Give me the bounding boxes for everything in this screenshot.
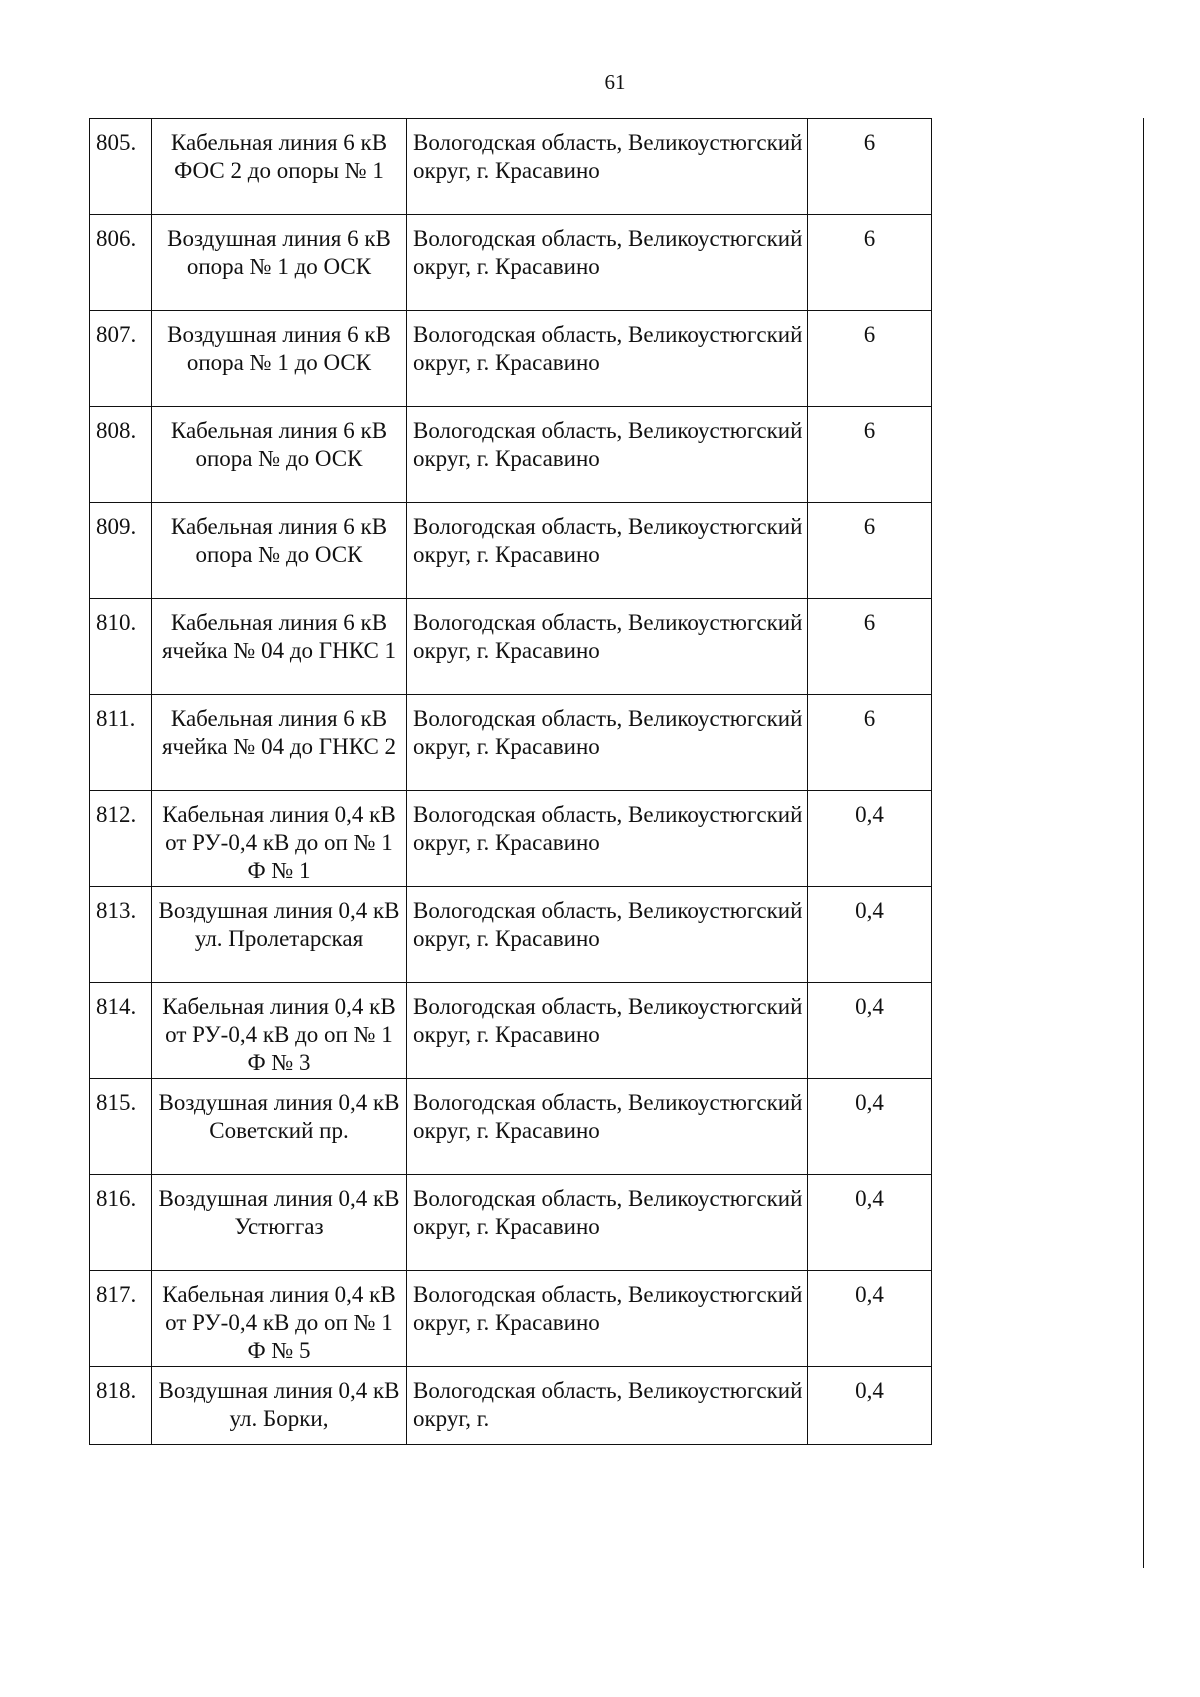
object-name-cell: Кабельная линия 6 кВ ячейка № 04 до ГНКС 2 xyxy=(152,695,407,791)
table-row xyxy=(90,1367,932,1445)
table-row xyxy=(90,695,932,791)
table-row xyxy=(90,599,932,695)
object-name-cell: Воздушная линия 6 кВ опора № 1 до ОСК xyxy=(152,215,407,311)
row-number-cell: 805. xyxy=(90,119,152,215)
voltage-cell: 0,4 xyxy=(808,1175,932,1271)
object-name-cell: Воздушная линия 0,4 кВ Советский пр. xyxy=(152,1079,407,1175)
row-number-cell: 817. xyxy=(90,1271,152,1367)
address-cell: Вологодская область, Великоустюгский округ, г. Красавино xyxy=(407,407,808,503)
registry-table-body xyxy=(90,119,932,1445)
row-number-cell: 815. xyxy=(90,1079,152,1175)
address-cell: Вологодская область, Великоустюгский округ, г. Красавино xyxy=(407,695,808,791)
voltage-cell: 0,4 xyxy=(808,1271,932,1367)
table-row xyxy=(90,215,932,311)
address-cell: Вологодская область, Великоустюгский округ, г. Красавино xyxy=(407,311,808,407)
object-name-cell: Кабельная линия 0,4 кВ от РУ-0,4 кВ до оп № 1 Ф № 1 xyxy=(152,791,407,887)
table-row xyxy=(90,311,932,407)
address-cell: Вологодская область, Великоустюгский округ, г. Красавино xyxy=(407,1175,808,1271)
row-number-cell: 814. xyxy=(90,983,152,1079)
object-name-cell: Кабельная линия 6 кВ опора № до ОСК xyxy=(152,503,407,599)
table-row xyxy=(90,1079,932,1175)
table-row xyxy=(90,1175,932,1271)
table-row xyxy=(90,983,932,1079)
table-row xyxy=(90,407,932,503)
row-number-cell: 812. xyxy=(90,791,152,887)
address-cell: Вологодская область, Великоустюгский округ, г. Красавино xyxy=(407,503,808,599)
row-number-cell: 818. xyxy=(90,1367,152,1445)
object-name-cell: Кабельная линия 6 кВ ФОС 2 до опоры № 1 xyxy=(152,119,407,215)
row-number-cell: 807. xyxy=(90,311,152,407)
address-cell: Вологодская область, Великоустюгский округ, г. Красавино xyxy=(407,1271,808,1367)
object-name-cell: Кабельная линия 6 кВ опора № до ОСК xyxy=(152,407,407,503)
row-number-cell: 808. xyxy=(90,407,152,503)
table-row xyxy=(90,1271,932,1367)
voltage-cell: 0,4 xyxy=(808,791,932,887)
right-margin-rule xyxy=(1143,118,1144,1568)
voltage-cell: 6 xyxy=(808,407,932,503)
registry-table xyxy=(89,118,932,1445)
row-number-cell: 806. xyxy=(90,215,152,311)
address-cell: Вологодская область, Великоустюгский округ, г. Красавино xyxy=(407,119,808,215)
object-name-cell: Воздушная линия 0,4 кВ ул. Пролетарская xyxy=(152,887,407,983)
voltage-cell: 6 xyxy=(808,311,932,407)
object-name-cell: Кабельная линия 0,4 кВ от РУ-0,4 кВ до оп № 1 Ф № 5 xyxy=(152,1271,407,1367)
voltage-cell: 6 xyxy=(808,119,932,215)
object-name-cell: Кабельная линия 0,4 кВ от РУ-0,4 кВ до оп № 1 Ф № 3 xyxy=(152,983,407,1079)
page-number: 61 xyxy=(604,70,626,94)
address-cell: Вологодская область, Великоустюгский округ, г. Красавино xyxy=(407,791,808,887)
object-name-cell: Кабельная линия 6 кВ ячейка № 04 до ГНКС 1 xyxy=(152,599,407,695)
voltage-cell: 0,4 xyxy=(808,1367,932,1445)
voltage-cell: 6 xyxy=(808,695,932,791)
row-number-cell: 813. xyxy=(90,887,152,983)
voltage-cell: 0,4 xyxy=(808,983,932,1079)
table-row xyxy=(90,119,932,215)
address-cell: Вологодская область, Великоустюгский округ, г. Красавино xyxy=(407,1079,808,1175)
address-cell: Вологодская область, Великоустюгский округ, г. Красавино xyxy=(407,215,808,311)
table-row xyxy=(90,887,932,983)
voltage-cell: 6 xyxy=(808,215,932,311)
voltage-cell: 0,4 xyxy=(808,1079,932,1175)
address-cell: Вологодская область, Великоустюгский округ, г. xyxy=(407,1367,808,1445)
voltage-cell: 6 xyxy=(808,599,932,695)
row-number-cell: 809. xyxy=(90,503,152,599)
voltage-cell: 0,4 xyxy=(808,887,932,983)
address-cell: Вологодская область, Великоустюгский округ, г. Красавино xyxy=(407,599,808,695)
object-name-cell: Воздушная линия 0,4 кВ Устюггаз xyxy=(152,1175,407,1271)
row-number-cell: 816. xyxy=(90,1175,152,1271)
address-cell: Вологодская область, Великоустюгский округ, г. Красавино xyxy=(407,887,808,983)
table-row xyxy=(90,791,932,887)
object-name-cell: Воздушная линия 0,4 кВ ул. Борки, xyxy=(152,1367,407,1445)
voltage-cell: 6 xyxy=(808,503,932,599)
row-number-cell: 810. xyxy=(90,599,152,695)
row-number-cell: 811. xyxy=(90,695,152,791)
table-row xyxy=(90,503,932,599)
address-cell: Вологодская область, Великоустюгский округ, г. Красавино xyxy=(407,983,808,1079)
object-name-cell: Воздушная линия 6 кВ опора № 1 до ОСК xyxy=(152,311,407,407)
